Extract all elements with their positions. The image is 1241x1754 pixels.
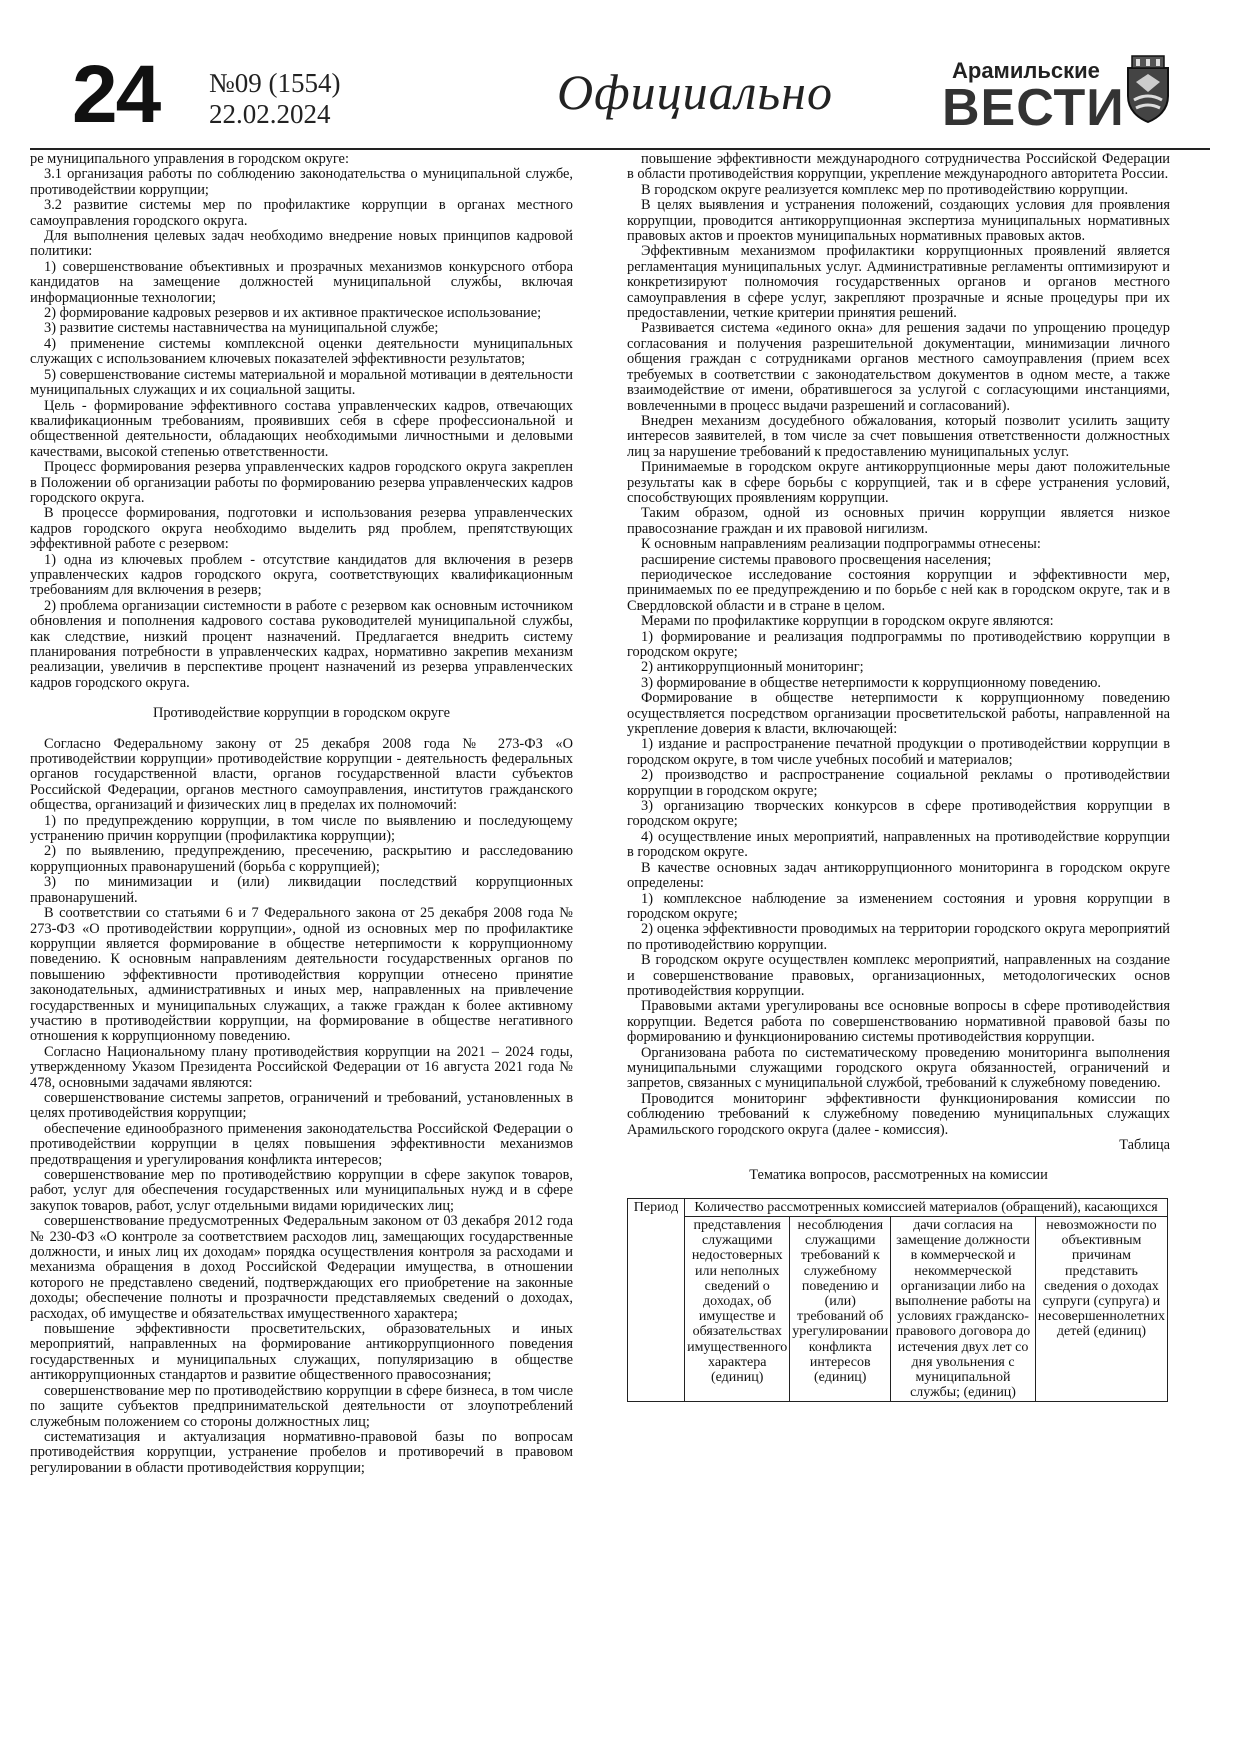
table-header-row	[628, 1198, 1168, 1216]
paragraph: 3.2 развитие системы мер по профилактике коррупции в органах местного самоуправления городского округа.	[30, 197, 573, 229]
paragraph: 3.1 организация работы по соблюдению законодательства о муниципальной службе, противодействии коррупции;	[30, 166, 573, 198]
period-header: Период	[628, 1198, 685, 1402]
paragraph: Организована работа по систематическому проведению мониторинга выполнения муниципальными служащими городского округа обязанностей, ограничений и запретов, связанных с муниципальной службой, требований к служебному поведению.	[627, 1044, 1170, 1092]
table-column-header: представления служащими недостоверных или неполных сведений о доходах, об имуществе и обязательствах имущественного характера (единиц)	[685, 1217, 790, 1402]
right-column	[627, 152, 1170, 1402]
paragraph: К основным направлениям реализации подпрограммы отнесены:	[641, 536, 1041, 553]
table-subheader-row	[628, 1217, 1168, 1402]
paragraph: 1) формирование и реализация подпрограммы по противодействию коррупции в городском округе;	[627, 628, 1170, 660]
paragraph: обеспечение единообразного применения законодательства Российской Федерации о противодействии коррупции в целях повышения эффективности механизмов предотвращения и урегулирования конфликта интересов;	[30, 1120, 573, 1168]
paragraph: 2) формирование кадровых резервов и их активное практическое использование;	[44, 305, 542, 322]
paragraph: 4) применение системы комплексной оценки деятельности муниципальных служащих с использованием ключевых показателей эффективности результатов;	[30, 335, 573, 368]
paragraph: Согласно Национальному плану противодействия коррупции на 2021 – 2024 годы, утвержденному Указом Президента Российской Федерации от 16 августа 2021 года № 478, основными задачами являются:	[30, 1043, 573, 1091]
paragraph: Эффективным механизмом профилактики коррупционных проявлений является регламентация муниципальных услуг. Административные регламенты оптимизируют и конкретизируют полномочия государственных органов и органов местного самоуправления в сфере услуг, закрепляют прозрачные и ясные процедуры при их предоставлении, четкие критерии принятия решений.	[627, 243, 1170, 322]
paragraph: совершенствование системы запретов, ограничений и требований, установленных в целях противодействия коррупции;	[30, 1089, 573, 1122]
paragraph: совершенствование предусмотренных Федеральным законом от 03 декабря 2012 года № 230-ФЗ «О контроле за соответствием расходов лиц, замещающих государственные должности, и иных лиц их доходам» порядка осуществления контроля за расходами и механизма обращения в доход Российской Федерации имущества, в отношении которого не представлено сведений, подтверждающих его приобретение на законные доходы; обеспечение полноты и прозрачности представляемых сведений о доходах, расходах, об имуществе и обязательствах имущественного характера;	[30, 1213, 573, 1322]
paragraph: Формирование в обществе нетерпимости к коррупционному поведению осуществляется посредством организации просветительской работы, направленной на укрепление доверия к власти, включающей:	[627, 690, 1170, 738]
table-label: Таблица	[1119, 1137, 1170, 1153]
spacer	[627, 1153, 1170, 1168]
paragraph: 3) формирование в обществе нетерпимости к коррупционному поведению.	[641, 674, 1101, 691]
table-column-header: невозможности по объективным причинам представить сведения о доходах супруги (супруга) и несовершеннолетних детей (единиц)	[1035, 1217, 1167, 1402]
paragraph: 2) оценка эффективности проводимых на территории городского округа мероприятий по противодействию коррупции.	[627, 921, 1170, 953]
paragraph: ре муниципального управления в городском округе:	[30, 151, 349, 167]
issue-number: №09 (1554)	[209, 68, 341, 98]
paragraph: Для выполнения целевых задач необходимо внедрение новых принципов кадровой политики:	[30, 228, 573, 260]
paragraph: 1) совершенствование объективных и прозрачных механизмов конкурсного отбора кандидатов на замещение должностей муниципальной службы, включая информационные технологии;	[30, 258, 573, 306]
commission-table	[627, 1198, 1168, 1403]
paragraph: совершенствование мер по противодействию коррупции в сфере бизнеса, в том числе по защите субъектов предпринимательской деятельности от злоупотреблений служебным положением со стороны должностных лиц;	[30, 1382, 573, 1430]
paragraph: В процессе формирования, подготовки и использования резерва управленческих кадров городского округа необходимо выделить ряд проблем, препятствующих эффективной работе с резервом:	[30, 505, 573, 553]
logo-bottom-text: ВЕСТИ	[942, 79, 1125, 137]
paragraph: Процесс формирования резерва управленческих кадров городского округа закреплен в Положении об организации работы по формированию резерва управленческих кадров городского округа.	[30, 459, 573, 506]
paragraph: Внедрен механизм досудебного обжалования, который позволит усилить защиту интересов заявителей, в том числе за счет повышения ответственности должностных лиц за нарушение требований к предоставлению муниципальных услуг.	[627, 412, 1170, 460]
paragraph: Таким образом, одной из основных причин коррупции является низкое правосознание граждан и их правовой нигилизм.	[627, 505, 1170, 537]
paragraph: В качестве основных задач антикоррупционного мониторинга в городском округе определены:	[627, 859, 1170, 892]
paragraph: 3) развитие системы наставничества на муниципальной службе;	[44, 320, 439, 337]
paragraph: расширение системы правового просвещения населения;	[641, 551, 992, 568]
paragraph: В целях выявления и устранения положений, создающих условия для проявления коррупции, проводится антикоррупционная экспертиза муниципальных нормативных правовых актов и проектов муниципальных нормативных правовых актов.	[627, 197, 1170, 245]
logo-top-text: Арамильские	[952, 58, 1100, 83]
paragraph: 1) одна из ключевых проблем - отсутствие кандидатов для включения в резерв управленческих кадров городского округа, соответствующих квалификационным требованиям для включения в резерв;	[30, 551, 573, 599]
table-title: Тематика вопросов, рассмотренных на комиссии	[749, 1167, 1048, 1184]
paragraph: Принимаемые в городском округе антикоррупционные меры дают положительные результаты как в сфере борьбы с коррупцией, так и в сфере устранения условий, способствующих проявлениям коррупции.	[627, 459, 1170, 506]
paragraph: Правовыми актами урегулированы все основные вопросы в сфере противодействия коррупции. Ведется работа по совершенствованию нормативной правовой базы по формированию и функционированию системы противодействия коррупции.	[627, 998, 1170, 1046]
newspaper-logo	[942, 58, 1125, 138]
paragraph: 1) комплексное наблюдение за изменением состояния и уровня коррупции в городском округе;	[627, 890, 1170, 922]
paragraph: Согласно Федеральному закону от 25 декабря 2008 года № 273-ФЗ «О противодействии коррупции» противодействие коррупции - деятельность федеральных органов государственной власти, органов государственной власти субъектов Российской Федерации, органов местного самоуправления, институтов гражданского общества, организаций и физических лиц в пределах их полномочий:	[30, 735, 573, 814]
header-rule	[30, 148, 1210, 150]
paragraph: В городском округе реализуется комплекс мер по противодействию коррупции.	[641, 181, 1129, 198]
paragraph: Цель - формирование эффективного состава управленческих кадров, отвечающих квалификационным требованиям, проявивших себя в сфере профессиональной и общественной деятельности, обладающих необходимыми личностными и деловыми качествами, высокой степенью ответственности.	[30, 397, 573, 460]
paragraph: повышение эффективности просветительских, образовательных и иных мероприятий, направленных на формирование антикоррупционного поведения государственных и муниципальных служащих, популяризацию в обществе антикоррупционных стандартов и развитие общественного правосознания;	[30, 1321, 573, 1384]
issue-date: 22.02.2024	[209, 99, 331, 129]
paragraph: 2) проблема организации системности в работе с резервом как основным источником обновления и пополнения кадрового состава руководителей муниципальной службы, как следствие, низкий процент назначений. Предлагается внедрить систему планирования потребности в управленческих кадрах, нормативно закрепив механизм реализации, увеличив в перспективе процент назначений из резерва управленческих кадров городского округа.	[30, 597, 573, 691]
spacer	[30, 691, 573, 706]
paragraph: 5) совершенствование системы материальной и моральной мотивации в деятельности муниципальных служащих и их социальной защиты.	[30, 366, 573, 399]
paragraph: 4) осуществление иных мероприятий, направленных на противодействие коррупции в городском округе.	[627, 828, 1170, 861]
paragraph: периодическое исследование состояния коррупции и эффективности мер, принимаемых по ее предупреждению и по борьбе с ней как в городском округе, так и в Свердловской области и в стране в целом.	[627, 566, 1170, 614]
paragraph: 1) по предупреждению коррупции, в том числе по выявлению и последующему устранению причин коррупции (профилактика коррупции);	[30, 812, 573, 845]
paragraph: 2) по выявлению, предупреждению, пресечению, раскрытию и расследованию коррупционных правонарушений (борьба с коррупцией);	[30, 843, 573, 875]
paragraph: систематизация и актуализация нормативно-правовой базы по вопросам противодействия коррупции, устранение пробелов и противоречий в правовом регулировании в области противодействия коррупции;	[30, 1428, 573, 1476]
paragraph: 1) издание и распространение печатной продукции о противодействии коррупции в городском округе, в том числе учебных пособий и материалов;	[627, 736, 1170, 768]
paragraph: 3) организацию творческих конкурсов в сфере противодействия коррупции в городском округе;	[627, 798, 1170, 830]
group-header: Количество рассмотренных комиссией материалов (обращений), касающихся	[685, 1198, 1168, 1216]
paragraph: В соответствии со статьями 6 и 7 Федерального закона от 25 декабря 2008 года № 273-ФЗ «О противодействии коррупции», одной из основных мер по профилактике коррупции является формирование в обществе нетерпимости к коррупционному поведению. К основным направлениям деятельности государственных органов по повышению эффективности противодействия коррупции отнесено принятие законодательных, административных и иных мер, направленных на привлечение государственных и муниципальных служащих, а также граждан к более активному участию в противодействии коррупции, на формирование в обществе негативного отношения к коррупционному поведению.	[30, 905, 573, 1045]
paragraph: повышение эффективности международного сотрудничества Российской Федерации в области противодействия коррупции, укрепление международного авторитета России.	[627, 151, 1170, 183]
paragraph: 3) по минимизации и (или) ликвидации последствий коррупционных правонарушений.	[30, 874, 573, 906]
section-heading: Противодействие коррупции в городском округе	[152, 705, 451, 722]
page-number: 24	[72, 49, 160, 140]
paragraph: 2) производство и распространение социальной рекламы о противодействии коррупции в городском округе;	[627, 767, 1170, 799]
paragraph: Развивается система «единого окна» для решения задачи по упрощению процедур согласования и получения разрешительной документации, минимизации личного общения граждан с сотрудниками органов местного самоуправления (прием всех требуемых в соответствии с законодательством документов в одном месте, а также взаимодействие от имени, обратившегося за услугой с согласующими инстанциями, вовлеченными в процесс выдачи разрешений и согласований).	[627, 320, 1170, 414]
paragraph: В городском округе осуществлен комплекс мероприятий, направленных на создание и совершенствование правовых, организационных, методологических основ противодействия коррупции.	[627, 952, 1170, 999]
paragraph: Мерами по профилактике коррупции в городском округе являются:	[641, 613, 1054, 630]
section-title: Официально	[557, 64, 833, 120]
table-column-header: дачи согласия на замещение должности в коммерческой и некоммерческой организации либо на выполнение работы на условиях гражданско-правового договора до истечения двух лет со дня увольнения с муниципальной службы; (единиц)	[891, 1217, 1036, 1402]
masthead	[66, 49, 1176, 152]
paragraph: совершенствование мер по противодействию коррупции в сфере закупок товаров, работ, услуг для обеспечения государственных или муниципальных нужд и в сфере закупок товаров, работ, услуг отдельными видами юридических лиц;	[30, 1167, 573, 1214]
paragraph: Проводится мониторинг эффективности функционирования комиссии по соблюдению требований к служебному поведению муниципальных служащих Арамильского городского округа (далее - комиссия).	[627, 1090, 1170, 1138]
left-column	[30, 152, 573, 1476]
coat-of-arms-icon	[1122, 54, 1174, 124]
table-column-header: несоблюдения служащими требований к служебному поведению и (или) требований об урегулировании конфликта интересов (единиц)	[790, 1217, 891, 1402]
spacer	[30, 722, 573, 737]
paragraph: 2) антикоррупционный мониторинг;	[641, 659, 864, 676]
